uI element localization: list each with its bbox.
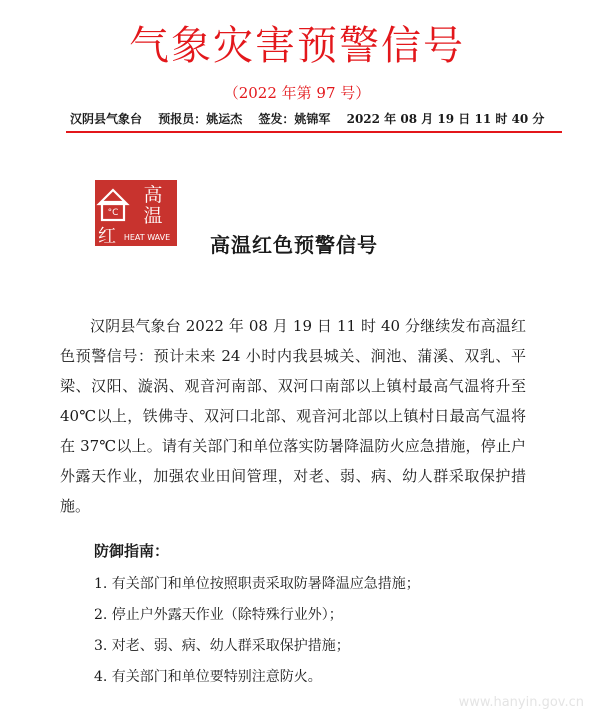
icon-char-red: 红 bbox=[98, 226, 116, 246]
issuer-line bbox=[70, 110, 570, 127]
high-temperature-red-warning-icon bbox=[95, 180, 177, 246]
watermark: www.hanyin.gov.cn bbox=[458, 695, 584, 710]
guide-list bbox=[94, 572, 420, 696]
icon-char-high: 高 bbox=[143, 184, 163, 206]
warning-title: 高温红色预警信号 bbox=[210, 233, 378, 257]
signer: 签发：姚锦军 bbox=[258, 112, 331, 126]
guide-item: 2. 停止户外露天作业（除特殊行业外）； bbox=[94, 607, 343, 623]
thermo-label: °C bbox=[107, 208, 119, 218]
heat-warning-icon-graphic bbox=[95, 180, 177, 246]
guide-heading: 防御指南： bbox=[94, 542, 170, 560]
guide-item: 1. 有关部门和单位按照职责采取防暑降温应急措施； bbox=[94, 576, 420, 592]
warning-body: 汉阴县气象台 2022 年 08 月 19 日 11 时 40 分继续发布高温红色预警信号：预计未来 24 小时内我县城关、涧池、蒲溪、双乳、平梁、汉阳、漩涡、观音河南部、双河口南部以上镇村最高气温将升至 40℃以上，铁佛寺、双河口北部、观音河北部以上镇村日最高气温将在 37℃以上。请有关部门和单位落实防暑降温防火应急措施，停止户外露天作业，加强农业田间管理，对老、弱、病、幼人群采取保护措施。 bbox=[60, 317, 526, 515]
icon-char-temp: 温 bbox=[143, 205, 163, 227]
guide-item: 4. 有关部门和单位要特别注意防火。 bbox=[94, 669, 322, 685]
guide-item: 3. 对老、弱、病、幼人群采取保护措施； bbox=[94, 638, 350, 654]
header-divider bbox=[66, 131, 562, 133]
issue-datetime: 2022 年 08 月 19 日 11 时 40 分 bbox=[346, 112, 545, 126]
forecaster: 预报员：姚运杰 bbox=[158, 112, 243, 126]
publisher: 汉阴县气象台 bbox=[70, 112, 143, 126]
issue-number: （2022 年第 97 号） bbox=[223, 84, 371, 102]
icon-caption: HEAT WAVE bbox=[123, 233, 171, 242]
document-title: 气象灾害预警信号 bbox=[129, 23, 465, 69]
